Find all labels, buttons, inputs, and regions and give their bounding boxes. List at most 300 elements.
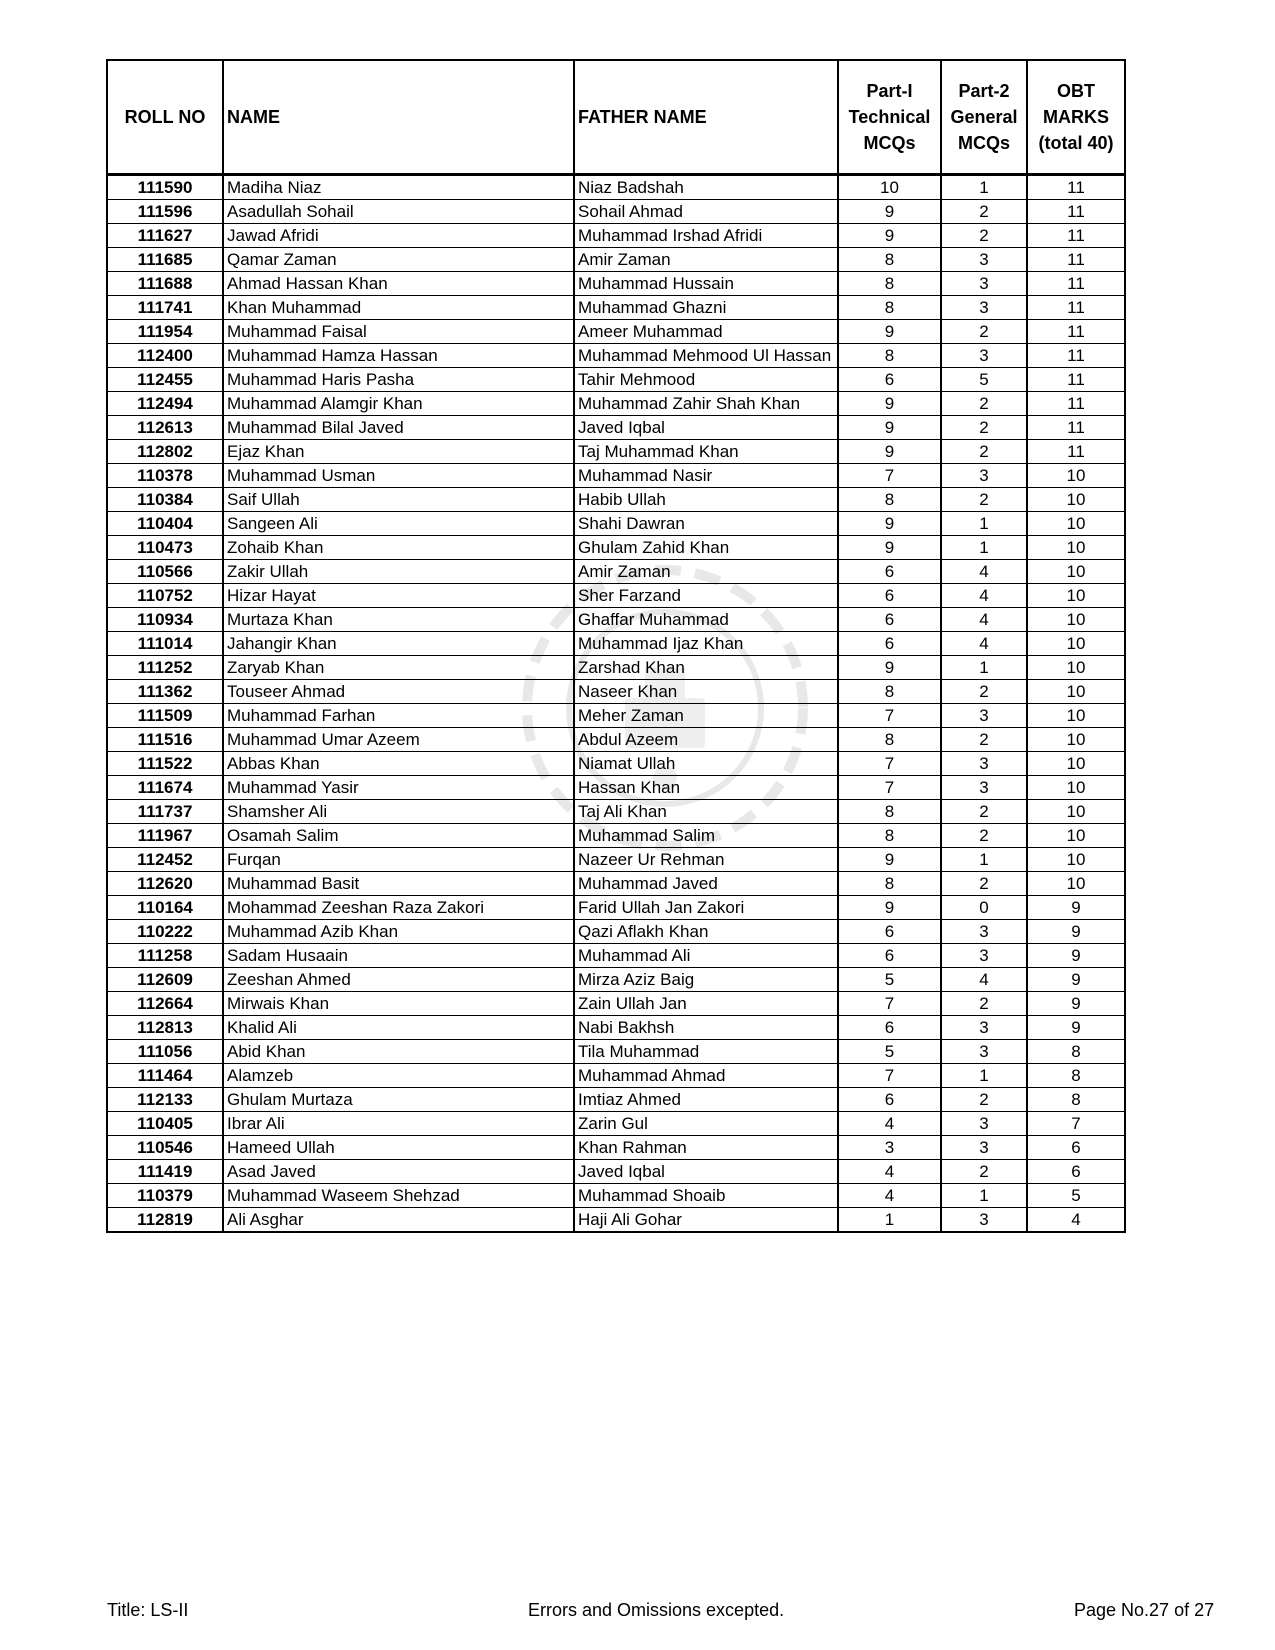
table-row bbox=[107, 320, 1125, 344]
table-row bbox=[107, 224, 1125, 248]
obt-marks-cell: 10 bbox=[1027, 608, 1125, 632]
obt-marks-cell: 10 bbox=[1027, 536, 1125, 560]
roll-no-cell: 110473 bbox=[107, 536, 223, 560]
table-row bbox=[107, 368, 1125, 392]
father-name-cell: Taj Ali Khan bbox=[574, 800, 838, 824]
father-name-cell: Javed Iqbal bbox=[574, 1160, 838, 1184]
obt-marks-cell: 10 bbox=[1027, 560, 1125, 584]
name-cell: Zakir Ullah bbox=[223, 560, 574, 584]
roll-no-cell: 112802 bbox=[107, 440, 223, 464]
part1-score-cell: 9 bbox=[838, 536, 941, 560]
header-row bbox=[107, 60, 1125, 175]
father-name-cell: Zarin Gul bbox=[574, 1112, 838, 1136]
header-father-name: FATHER NAME bbox=[574, 60, 838, 175]
roll-no-cell: 111685 bbox=[107, 248, 223, 272]
obt-marks-cell: 10 bbox=[1027, 872, 1125, 896]
part2-score-cell: 3 bbox=[941, 1040, 1027, 1064]
header-obt-marks bbox=[1027, 60, 1125, 175]
name-cell: Muhammad Faisal bbox=[223, 320, 574, 344]
part1-score-cell: 9 bbox=[838, 512, 941, 536]
table-row bbox=[107, 200, 1125, 224]
part1-score-cell: 8 bbox=[838, 272, 941, 296]
part2-score-cell: 3 bbox=[941, 920, 1027, 944]
name-cell: Qamar Zaman bbox=[223, 248, 574, 272]
obt-marks-cell: 11 bbox=[1027, 392, 1125, 416]
table-row bbox=[107, 175, 1125, 200]
roll-no-cell: 111590 bbox=[107, 175, 223, 200]
part2-score-cell: 0 bbox=[941, 896, 1027, 920]
father-name-cell: Amir Zaman bbox=[574, 560, 838, 584]
part1-score-cell: 7 bbox=[838, 776, 941, 800]
part1-score-cell: 6 bbox=[838, 1016, 941, 1040]
father-name-cell: Haji Ali Gohar bbox=[574, 1208, 838, 1233]
roll-no-cell: 110405 bbox=[107, 1112, 223, 1136]
roll-no-cell: 111967 bbox=[107, 824, 223, 848]
obt-marks-cell: 11 bbox=[1027, 175, 1125, 200]
part1-score-cell: 8 bbox=[838, 248, 941, 272]
part1-score-cell: 9 bbox=[838, 848, 941, 872]
father-name-cell: Ameer Muhammad bbox=[574, 320, 838, 344]
part1-score-cell: 6 bbox=[838, 632, 941, 656]
part2-score-cell: 2 bbox=[941, 416, 1027, 440]
table-row bbox=[107, 656, 1125, 680]
obt-marks-cell: 11 bbox=[1027, 344, 1125, 368]
obt-marks-cell: 8 bbox=[1027, 1088, 1125, 1112]
roll-no-cell: 110222 bbox=[107, 920, 223, 944]
name-cell: Muhammad Usman bbox=[223, 464, 574, 488]
part1-score-cell: 7 bbox=[838, 704, 941, 728]
header-part2-general-mcqs bbox=[941, 60, 1027, 175]
roll-no-cell: 111688 bbox=[107, 272, 223, 296]
part2-score-cell: 4 bbox=[941, 608, 1027, 632]
part2-score-cell: 1 bbox=[941, 1184, 1027, 1208]
table-row bbox=[107, 536, 1125, 560]
part2-score-cell: 4 bbox=[941, 584, 1027, 608]
part2-score-cell: 4 bbox=[941, 632, 1027, 656]
table-row bbox=[107, 1184, 1125, 1208]
obt-marks-cell: 7 bbox=[1027, 1112, 1125, 1136]
obt-marks-cell: 6 bbox=[1027, 1136, 1125, 1160]
part1-score-cell: 1 bbox=[838, 1208, 941, 1233]
part2-score-cell: 1 bbox=[941, 512, 1027, 536]
footer-disclaimer: Errors and Omissions excepted. bbox=[528, 1600, 785, 1620]
obt-marks-cell: 9 bbox=[1027, 968, 1125, 992]
obt-marks-cell: 11 bbox=[1027, 272, 1125, 296]
father-name-cell: Nabi Bakhsh bbox=[574, 1016, 838, 1040]
father-name-cell: Khan Rahman bbox=[574, 1136, 838, 1160]
roll-no-cell: 110378 bbox=[107, 464, 223, 488]
part2-score-cell: 2 bbox=[941, 392, 1027, 416]
part1-score-cell: 9 bbox=[838, 320, 941, 344]
part1-score-cell: 7 bbox=[838, 992, 941, 1016]
name-cell: Zeeshan Ahmed bbox=[223, 968, 574, 992]
father-name-cell: Shahi Dawran bbox=[574, 512, 838, 536]
part2-score-cell: 3 bbox=[941, 1208, 1027, 1233]
name-cell: Touseer Ahmad bbox=[223, 680, 574, 704]
table-row bbox=[107, 608, 1125, 632]
part1-score-cell: 9 bbox=[838, 224, 941, 248]
name-cell: Jawad Afridi bbox=[223, 224, 574, 248]
table-row bbox=[107, 944, 1125, 968]
part1-score-cell: 8 bbox=[838, 824, 941, 848]
part1-score-cell: 6 bbox=[838, 368, 941, 392]
part1-score-cell: 8 bbox=[838, 800, 941, 824]
part1-score-cell: 3 bbox=[838, 1136, 941, 1160]
table-row bbox=[107, 1136, 1125, 1160]
obt-marks-cell: 5 bbox=[1027, 1184, 1125, 1208]
roll-no-cell: 112813 bbox=[107, 1016, 223, 1040]
name-cell: Ibrar Ali bbox=[223, 1112, 574, 1136]
part1-score-cell: 6 bbox=[838, 944, 941, 968]
footer-page-number: Page No.27 of 27 bbox=[1074, 1600, 1215, 1620]
name-cell: Muhammad Farhan bbox=[223, 704, 574, 728]
father-name-cell: Muhammad Ali bbox=[574, 944, 838, 968]
roll-no-cell: 112455 bbox=[107, 368, 223, 392]
table-row bbox=[107, 248, 1125, 272]
father-name-cell: Muhammad Nasir bbox=[574, 464, 838, 488]
part1-score-cell: 4 bbox=[838, 1160, 941, 1184]
table-row bbox=[107, 680, 1125, 704]
name-cell: Abbas Khan bbox=[223, 752, 574, 776]
table-row bbox=[107, 1208, 1125, 1233]
roll-no-cell: 112819 bbox=[107, 1208, 223, 1233]
table-row bbox=[107, 872, 1125, 896]
father-name-cell: Qazi Aflakh Khan bbox=[574, 920, 838, 944]
part2-score-cell: 3 bbox=[941, 464, 1027, 488]
header-part1-line: Technical bbox=[848, 107, 931, 127]
part1-score-cell: 7 bbox=[838, 752, 941, 776]
part2-score-cell: 4 bbox=[941, 968, 1027, 992]
part2-score-cell: 3 bbox=[941, 944, 1027, 968]
table-row bbox=[107, 992, 1125, 1016]
table-row bbox=[107, 968, 1125, 992]
roll-no-cell: 110934 bbox=[107, 608, 223, 632]
header-roll-no: ROLL NO bbox=[107, 60, 223, 175]
name-cell: Muhammad Bilal Javed bbox=[223, 416, 574, 440]
father-name-cell: Muhammad Salim bbox=[574, 824, 838, 848]
roll-no-cell: 111464 bbox=[107, 1064, 223, 1088]
obt-marks-cell: 11 bbox=[1027, 320, 1125, 344]
roll-no-cell: 111014 bbox=[107, 632, 223, 656]
table-row bbox=[107, 776, 1125, 800]
part2-score-cell: 1 bbox=[941, 175, 1027, 200]
part1-score-cell: 4 bbox=[838, 1112, 941, 1136]
father-name-cell: Farid Ullah Jan Zakori bbox=[574, 896, 838, 920]
name-cell: Furqan bbox=[223, 848, 574, 872]
father-name-cell: Abdul Azeem bbox=[574, 728, 838, 752]
name-cell: Sangeen Ali bbox=[223, 512, 574, 536]
father-name-cell: Muhammad Mehmood Ul Hassan bbox=[574, 344, 838, 368]
part2-score-cell: 3 bbox=[941, 1136, 1027, 1160]
roll-no-cell: 111258 bbox=[107, 944, 223, 968]
father-name-cell: Tahir Mehmood bbox=[574, 368, 838, 392]
obt-marks-cell: 10 bbox=[1027, 632, 1125, 656]
obt-marks-cell: 11 bbox=[1027, 296, 1125, 320]
part1-score-cell: 6 bbox=[838, 560, 941, 584]
father-name-cell: Imtiaz Ahmed bbox=[574, 1088, 838, 1112]
part1-score-cell: 8 bbox=[838, 872, 941, 896]
table-row bbox=[107, 584, 1125, 608]
father-name-cell: Niamat Ullah bbox=[574, 752, 838, 776]
obt-marks-cell: 10 bbox=[1027, 656, 1125, 680]
obt-marks-cell: 11 bbox=[1027, 248, 1125, 272]
obt-marks-cell: 11 bbox=[1027, 224, 1125, 248]
roll-no-cell: 112620 bbox=[107, 872, 223, 896]
table-row bbox=[107, 392, 1125, 416]
name-cell: Asadullah Sohail bbox=[223, 200, 574, 224]
footer-title: Title: LS-II bbox=[107, 1600, 189, 1620]
father-name-cell: Sohail Ahmad bbox=[574, 200, 838, 224]
name-cell: Muhammad Hamza Hassan bbox=[223, 344, 574, 368]
father-name-cell: Muhammad Ijaz Khan bbox=[574, 632, 838, 656]
roll-no-cell: 112133 bbox=[107, 1088, 223, 1112]
part1-score-cell: 4 bbox=[838, 1184, 941, 1208]
table-row bbox=[107, 920, 1125, 944]
roll-no-cell: 111362 bbox=[107, 680, 223, 704]
obt-marks-cell: 11 bbox=[1027, 368, 1125, 392]
obt-marks-cell: 10 bbox=[1027, 584, 1125, 608]
roll-no-cell: 110384 bbox=[107, 488, 223, 512]
table-row bbox=[107, 344, 1125, 368]
name-cell: Abid Khan bbox=[223, 1040, 574, 1064]
obt-marks-cell: 10 bbox=[1027, 752, 1125, 776]
part1-score-cell: 5 bbox=[838, 968, 941, 992]
part2-score-cell: 2 bbox=[941, 488, 1027, 512]
obt-marks-cell: 9 bbox=[1027, 896, 1125, 920]
part1-score-cell: 8 bbox=[838, 680, 941, 704]
roll-no-cell: 111509 bbox=[107, 704, 223, 728]
table-row bbox=[107, 824, 1125, 848]
obt-marks-cell: 10 bbox=[1027, 776, 1125, 800]
part2-score-cell: 2 bbox=[941, 200, 1027, 224]
part2-score-cell: 2 bbox=[941, 728, 1027, 752]
roll-no-cell: 112400 bbox=[107, 344, 223, 368]
part2-score-cell: 3 bbox=[941, 752, 1027, 776]
father-name-cell: Zarshad Khan bbox=[574, 656, 838, 680]
name-cell: Ali Asghar bbox=[223, 1208, 574, 1233]
part1-score-cell: 9 bbox=[838, 200, 941, 224]
header-part2-line: Part-2 bbox=[958, 81, 1010, 101]
header-part2-line: MCQs bbox=[957, 133, 1010, 153]
part2-score-cell: 1 bbox=[941, 536, 1027, 560]
part1-score-cell: 8 bbox=[838, 488, 941, 512]
part1-score-cell: 8 bbox=[838, 344, 941, 368]
part1-score-cell: 10 bbox=[838, 175, 941, 200]
part1-score-cell: 7 bbox=[838, 1064, 941, 1088]
father-name-cell: Tila Muhammad bbox=[574, 1040, 838, 1064]
part2-score-cell: 3 bbox=[941, 1112, 1027, 1136]
roll-no-cell: 112452 bbox=[107, 848, 223, 872]
part2-score-cell: 2 bbox=[941, 992, 1027, 1016]
table-row bbox=[107, 1016, 1125, 1040]
part2-score-cell: 3 bbox=[941, 704, 1027, 728]
roll-no-cell: 112494 bbox=[107, 392, 223, 416]
table-row bbox=[107, 704, 1125, 728]
table-row bbox=[107, 440, 1125, 464]
part2-score-cell: 3 bbox=[941, 272, 1027, 296]
father-name-cell: Naseer Khan bbox=[574, 680, 838, 704]
roll-no-cell: 111737 bbox=[107, 800, 223, 824]
part2-score-cell: 3 bbox=[941, 344, 1027, 368]
father-name-cell: Amir Zaman bbox=[574, 248, 838, 272]
father-name-cell: Zain Ullah Jan bbox=[574, 992, 838, 1016]
table-row bbox=[107, 512, 1125, 536]
name-cell: Zaryab Khan bbox=[223, 656, 574, 680]
name-cell: Zohaib Khan bbox=[223, 536, 574, 560]
roll-no-cell: 112664 bbox=[107, 992, 223, 1016]
name-cell: Murtaza Khan bbox=[223, 608, 574, 632]
table-row bbox=[107, 1040, 1125, 1064]
part2-score-cell: 3 bbox=[941, 1016, 1027, 1040]
part1-score-cell: 6 bbox=[838, 1088, 941, 1112]
name-cell: Hizar Hayat bbox=[223, 584, 574, 608]
roll-no-cell: 110379 bbox=[107, 1184, 223, 1208]
name-cell: Muhammad Haris Pasha bbox=[223, 368, 574, 392]
name-cell: Osamah Salim bbox=[223, 824, 574, 848]
obt-marks-cell: 9 bbox=[1027, 944, 1125, 968]
table-row bbox=[107, 752, 1125, 776]
roll-no-cell: 110546 bbox=[107, 1136, 223, 1160]
part2-score-cell: 2 bbox=[941, 440, 1027, 464]
name-cell: Mohammad Zeeshan Raza Zakori bbox=[223, 896, 574, 920]
father-name-cell: Muhammad Zahir Shah Khan bbox=[574, 392, 838, 416]
obt-marks-cell: 10 bbox=[1027, 848, 1125, 872]
father-name-cell: Ghaffar Muhammad bbox=[574, 608, 838, 632]
header-part1-technical-mcqs bbox=[838, 60, 941, 175]
father-name-cell: Javed Iqbal bbox=[574, 416, 838, 440]
roll-no-cell: 111627 bbox=[107, 224, 223, 248]
father-name-cell: Muhammad Javed bbox=[574, 872, 838, 896]
name-cell: Ahmad Hassan Khan bbox=[223, 272, 574, 296]
roll-no-cell: 111954 bbox=[107, 320, 223, 344]
table-row bbox=[107, 1160, 1125, 1184]
part2-score-cell: 1 bbox=[941, 656, 1027, 680]
name-cell: Mirwais Khan bbox=[223, 992, 574, 1016]
father-name-cell: Muhammad Hussain bbox=[574, 272, 838, 296]
table-row bbox=[107, 296, 1125, 320]
part2-score-cell: 2 bbox=[941, 1088, 1027, 1112]
part2-score-cell: 2 bbox=[941, 1160, 1027, 1184]
part2-score-cell: 2 bbox=[941, 224, 1027, 248]
roll-no-cell: 111522 bbox=[107, 752, 223, 776]
father-name-cell: Muhammad Ahmad bbox=[574, 1064, 838, 1088]
table-row bbox=[107, 848, 1125, 872]
obt-marks-cell: 11 bbox=[1027, 416, 1125, 440]
name-cell: Muhammad Yasir bbox=[223, 776, 574, 800]
obt-marks-cell: 10 bbox=[1027, 488, 1125, 512]
part1-score-cell: 5 bbox=[838, 1040, 941, 1064]
part1-score-cell: 8 bbox=[838, 728, 941, 752]
table-row bbox=[107, 728, 1125, 752]
part1-score-cell: 6 bbox=[838, 920, 941, 944]
part1-score-cell: 9 bbox=[838, 656, 941, 680]
name-cell: Muhammad Azib Khan bbox=[223, 920, 574, 944]
father-name-cell: Muhammad Shoaib bbox=[574, 1184, 838, 1208]
obt-marks-cell: 9 bbox=[1027, 920, 1125, 944]
table-row bbox=[107, 416, 1125, 440]
father-name-cell: Ghulam Zahid Khan bbox=[574, 536, 838, 560]
obt-marks-cell: 10 bbox=[1027, 464, 1125, 488]
part2-score-cell: 3 bbox=[941, 776, 1027, 800]
roll-no-cell: 110566 bbox=[107, 560, 223, 584]
name-cell: Muhammad Umar Azeem bbox=[223, 728, 574, 752]
roll-no-cell: 111516 bbox=[107, 728, 223, 752]
header-obt-line: MARKS bbox=[1043, 107, 1109, 127]
results-table bbox=[106, 59, 1126, 1233]
name-cell: Khalid Ali bbox=[223, 1016, 574, 1040]
obt-marks-cell: 10 bbox=[1027, 800, 1125, 824]
obt-marks-cell: 8 bbox=[1027, 1040, 1125, 1064]
table-row bbox=[107, 272, 1125, 296]
part1-score-cell: 6 bbox=[838, 608, 941, 632]
results-table-body bbox=[107, 175, 1125, 1233]
name-cell: Ejaz Khan bbox=[223, 440, 574, 464]
obt-marks-cell: 9 bbox=[1027, 992, 1125, 1016]
name-cell: Muhammad Basit bbox=[223, 872, 574, 896]
table-row bbox=[107, 464, 1125, 488]
obt-marks-cell: 11 bbox=[1027, 440, 1125, 464]
roll-no-cell: 112609 bbox=[107, 968, 223, 992]
name-cell: Jahangir Khan bbox=[223, 632, 574, 656]
father-name-cell: Hassan Khan bbox=[574, 776, 838, 800]
father-name-cell: Muhammad Ghazni bbox=[574, 296, 838, 320]
part1-score-cell: 9 bbox=[838, 896, 941, 920]
father-name-cell: Nazeer Ur Rehman bbox=[574, 848, 838, 872]
part1-score-cell: 9 bbox=[838, 392, 941, 416]
roll-no-cell: 112613 bbox=[107, 416, 223, 440]
obt-marks-cell: 10 bbox=[1027, 680, 1125, 704]
obt-marks-cell: 4 bbox=[1027, 1208, 1125, 1233]
part2-score-cell: 2 bbox=[941, 824, 1027, 848]
roll-no-cell: 111741 bbox=[107, 296, 223, 320]
roll-no-cell: 110752 bbox=[107, 584, 223, 608]
roll-no-cell: 110404 bbox=[107, 512, 223, 536]
obt-marks-cell: 11 bbox=[1027, 200, 1125, 224]
part2-score-cell: 2 bbox=[941, 680, 1027, 704]
roll-no-cell: 111056 bbox=[107, 1040, 223, 1064]
header-obt-line: OBT bbox=[1057, 81, 1095, 101]
father-name-cell: Mirza Aziz Baig bbox=[574, 968, 838, 992]
roll-no-cell: 111252 bbox=[107, 656, 223, 680]
part2-score-cell: 2 bbox=[941, 800, 1027, 824]
name-cell: Ghulam Murtaza bbox=[223, 1088, 574, 1112]
father-name-cell: Meher Zaman bbox=[574, 704, 838, 728]
part2-score-cell: 3 bbox=[941, 296, 1027, 320]
name-cell: Saif Ullah bbox=[223, 488, 574, 512]
obt-marks-cell: 10 bbox=[1027, 824, 1125, 848]
name-cell: Muhammad Waseem Shehzad bbox=[223, 1184, 574, 1208]
obt-marks-cell: 10 bbox=[1027, 704, 1125, 728]
obt-marks-cell: 10 bbox=[1027, 728, 1125, 752]
part2-score-cell: 5 bbox=[941, 368, 1027, 392]
part1-score-cell: 7 bbox=[838, 464, 941, 488]
roll-no-cell: 111419 bbox=[107, 1160, 223, 1184]
name-cell: Khan Muhammad bbox=[223, 296, 574, 320]
table-row bbox=[107, 632, 1125, 656]
part2-score-cell: 1 bbox=[941, 1064, 1027, 1088]
roll-no-cell: 110164 bbox=[107, 896, 223, 920]
part1-score-cell: 9 bbox=[838, 416, 941, 440]
part1-score-cell: 9 bbox=[838, 440, 941, 464]
obt-marks-cell: 6 bbox=[1027, 1160, 1125, 1184]
table-row bbox=[107, 488, 1125, 512]
name-cell: Alamzeb bbox=[223, 1064, 574, 1088]
table-row bbox=[107, 800, 1125, 824]
table-row bbox=[107, 1112, 1125, 1136]
header-name: NAME bbox=[223, 60, 574, 175]
table-row bbox=[107, 896, 1125, 920]
roll-no-cell: 111674 bbox=[107, 776, 223, 800]
